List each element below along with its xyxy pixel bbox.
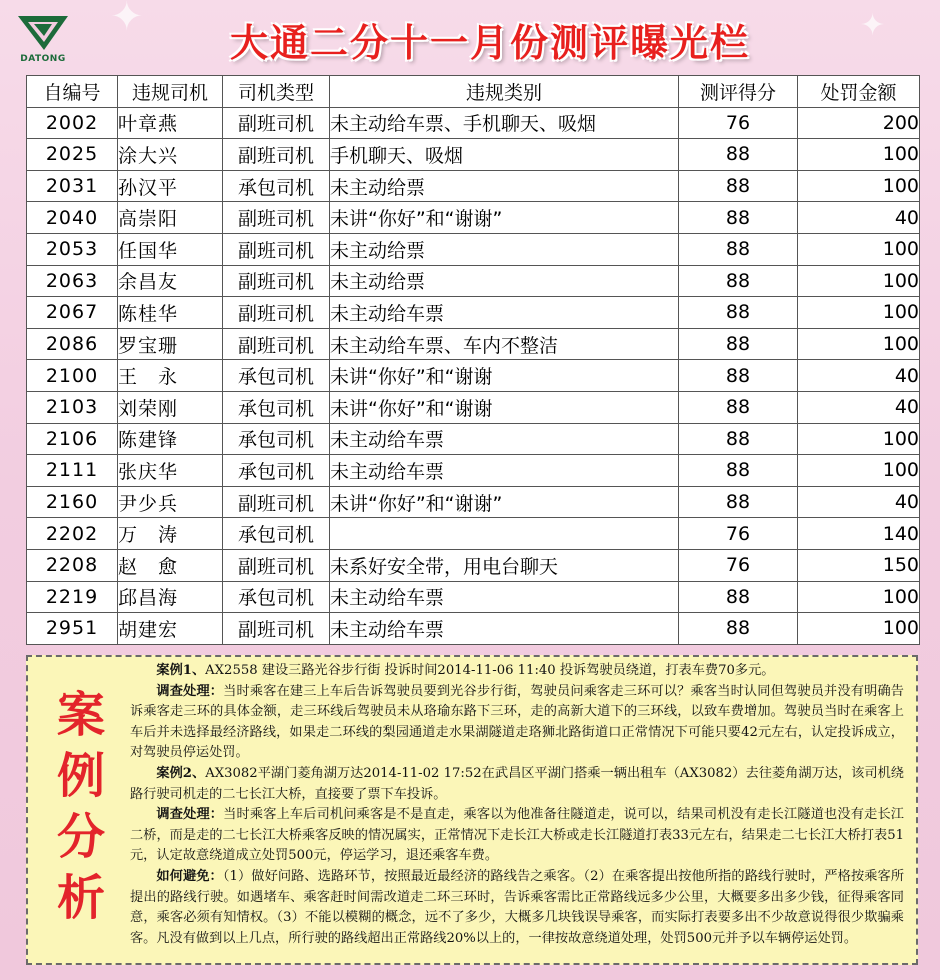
score-cell: 88 [679,391,798,423]
violation-category-cell: 未主动给票 [330,233,679,265]
fine-cell: 100 [798,170,920,202]
driver-name-cell: 罗宝珊 [118,328,223,360]
company-logo [14,10,72,68]
driver-name-cell: 邱昌海 [118,581,223,613]
fine-cell: 40 [798,486,920,518]
fine-cell: 40 [798,391,920,423]
case-paragraph-text: （1）做好问路、选路环节，按照最近最经济的路线告之乘客。（2）在乘客提出按他所指的路线行驶时，严格按乘客所提出的路线行驶。如遇堵车、乘客赶时间需改道走二环三环时，告诉乘客需比正常路线远多少公里，大概要多出多少钱，征得乘客同意，乘客必须有知情权。（3）不能以模糊的概念，远不了多少，大概多几块钱误导乘客，而实际打表要多出不少故意说得很少欺骗乘客。凡没有做到以上几点，所行驶的路线超出正常路线20%以上的，一律按故意绕道处理，处罚500元并予以车辆停运处罚。 [130,868,905,946]
driver-name-cell: 余昌友 [118,265,223,297]
fine-cell: 100 [798,139,920,171]
table-row [27,139,920,171]
violation-category-cell: 未主动给车票、车内不整洁 [330,328,679,360]
table-header-row [27,76,920,108]
driver-name-cell: 胡建宏 [118,613,223,645]
driver-id-cell: 2106 [27,423,118,455]
table-row [27,265,920,297]
fine-cell: 140 [798,518,920,550]
driver-id-cell: 2202 [27,518,118,550]
logo-text: DATONG [20,54,66,64]
violation-category-cell: 未主动给车票 [330,581,679,613]
column-header-driver: 违规司机 [118,76,223,108]
violation-table [26,75,920,645]
fine-cell: 40 [798,360,920,392]
case-paragraph [130,661,904,682]
driver-name-cell: 高崇阳 [118,202,223,234]
case-paragraph-text: 当时乘客上车后司机问乘客是不是直走，乘客以为他准备往隧道走，说可以，结果司机没有走长江隧道也没有走长江二桥，而是走的二七长江大桥乘客反映的情况属实，正常情况下走长江大桥或走长江隧道打表33元左右，结果走二七长江大桥打表51元，认定故意绕道成立处罚500元，停运学习，退还乘客车费。 [130,807,904,864]
score-cell: 88 [679,202,798,234]
star-decoration-icon: ✦ [110,0,144,40]
table-row [27,297,920,329]
score-cell: 88 [679,360,798,392]
driver-name-cell: 陈桂华 [118,297,223,329]
fine-cell: 100 [798,265,920,297]
score-cell: 88 [679,139,798,171]
score-cell: 88 [679,233,798,265]
driver-id-cell: 2067 [27,297,118,329]
driver-type-cell: 承包司机 [223,581,330,613]
page-title: 大通二分十一月份测评曝光栏 [229,21,750,65]
violation-category-cell: 未主动给车票 [330,423,679,455]
table-row [27,360,920,392]
violation-category-cell: 未主动给票 [330,170,679,202]
driver-type-cell: 副班司机 [223,107,330,139]
driver-type-cell: 副班司机 [223,139,330,171]
driver-type-cell: 承包司机 [223,455,330,487]
table-row [27,328,920,360]
case-paragraph-label: 案例1、 [156,663,206,678]
fine-cell: 100 [798,455,920,487]
star-decoration-icon: ✦ [860,8,886,43]
score-cell: 88 [679,486,798,518]
driver-name-cell: 万 涛 [118,518,223,550]
driver-id-cell: 2040 [27,202,118,234]
table-row [27,202,920,234]
table-row [27,391,920,423]
fine-cell: 100 [798,328,920,360]
score-cell: 76 [679,549,798,581]
violation-category-cell: 未主动给车票、手机聊天、吸烟 [330,107,679,139]
column-header-category: 违规类别 [330,76,679,108]
violation-category-cell: 手机聊天、吸烟 [330,139,679,171]
table-body [27,107,920,644]
column-header-id: 自编号 [27,76,118,108]
score-cell: 88 [679,170,798,202]
score-cell: 88 [679,328,798,360]
fine-cell: 100 [798,233,920,265]
violation-category-cell: 未讲“你好”和“谢谢 [330,360,679,392]
driver-name-cell: 陈建锋 [118,423,223,455]
driver-id-cell: 2031 [27,170,118,202]
driver-type-cell: 副班司机 [223,613,330,645]
score-cell: 88 [679,297,798,329]
score-cell: 76 [679,518,798,550]
driver-name-cell: 王 永 [118,360,223,392]
driver-id-cell: 2100 [27,360,118,392]
score-cell: 88 [679,265,798,297]
header [0,0,940,76]
table-row [27,549,920,581]
table-row [27,107,920,139]
table-row [27,613,920,645]
driver-id-cell: 2111 [27,455,118,487]
driver-name-cell: 孙汉平 [118,170,223,202]
fine-cell: 100 [798,613,920,645]
table-row [27,581,920,613]
driver-type-cell: 副班司机 [223,265,330,297]
table-row [27,455,920,487]
driver-name-cell: 涂大兴 [118,139,223,171]
score-cell: 88 [679,455,798,487]
driver-id-cell: 2219 [27,581,118,613]
score-cell: 88 [679,581,798,613]
column-header-score: 测评得分 [679,76,798,108]
violation-category-cell: 未讲“你好”和“谢谢” [330,202,679,234]
case-paragraph [130,867,904,949]
violation-category-cell: 未讲“你好”和“谢谢 [330,391,679,423]
case-paragraph [130,805,904,867]
driver-name-cell: 刘荣刚 [118,391,223,423]
driver-type-cell: 副班司机 [223,549,330,581]
driver-name-cell: 张庆华 [118,455,223,487]
driver-id-cell: 2063 [27,265,118,297]
fine-cell: 200 [798,107,920,139]
case-paragraph-text: AX3082平湖门菱角湖万达2014-11-02 17:52在武昌区平湖门搭乘一辆出租车（AX3082）去往菱角湖万达，该司机绕路行驶司机走的二七长江大桥，直接要了票下车投诉。 [130,765,904,802]
driver-type-cell: 副班司机 [223,486,330,518]
driver-type-cell: 副班司机 [223,233,330,265]
driver-id-cell: 2086 [27,328,118,360]
driver-type-cell: 承包司机 [223,360,330,392]
violation-category-cell: 未讲“你好”和“谢谢” [330,486,679,518]
driver-id-cell: 2002 [27,107,118,139]
violation-category-cell: 未主动给车票 [330,297,679,329]
case-paragraph-text: 当时乘客在建三上车后告诉驾驶员要到光谷步行街，驾驶员问乘客走三环可以？乘客当时认同但驾驶员并没有明确告诉乘客走三环的具体金额，走三环线后驾驶员未从珞瑜东路下三环，走的高新大道下的三环线，以致车费增加。驾驶员当时在乘客上车后并未选择最经济路线，如果走二环线的梨园通道走水果湖隧道走珞狮北路街道口正常情况下可能只要42元左右，认定投诉成立，对驾驶员停运处罚。 [130,683,904,761]
violation-category-cell: 未系好安全带，用电台聊天 [330,549,679,581]
column-header-fine: 处罚金额 [798,76,920,108]
score-cell: 88 [679,423,798,455]
case-paragraph-label: 如何避免： [156,868,223,884]
driver-id-cell: 2951 [27,613,118,645]
case-analysis-box [26,655,918,965]
column-header-type: 司机类型 [223,76,330,108]
fine-cell: 100 [798,581,920,613]
table-row [27,170,920,202]
driver-name-cell: 尹少兵 [118,486,223,518]
driver-id-cell: 2025 [27,139,118,171]
case-paragraph-label: 案例2、 [156,765,206,781]
driver-type-cell: 承包司机 [223,170,330,202]
score-cell: 76 [679,107,798,139]
driver-type-cell: 副班司机 [223,328,330,360]
score-cell: 88 [679,613,798,645]
datong-logo-icon [14,10,72,54]
case-paragraph [130,682,904,764]
case-paragraph [130,764,904,805]
driver-id-cell: 2103 [27,391,118,423]
table-row [27,423,920,455]
table-row [27,233,920,265]
driver-id-cell: 2053 [27,233,118,265]
fine-cell: 100 [798,297,920,329]
driver-type-cell: 承包司机 [223,423,330,455]
table-row [27,518,920,550]
driver-type-cell: 副班司机 [223,202,330,234]
case-analysis-text [130,661,904,949]
driver-type-cell: 承包司机 [223,518,330,550]
driver-type-cell: 承包司机 [223,391,330,423]
violation-category-cell: 未主动给车票 [330,455,679,487]
driver-id-cell: 2208 [27,549,118,581]
fine-cell: 150 [798,549,920,581]
fine-cell: 100 [798,423,920,455]
case-paragraph-label: 调查处理： [156,807,224,823]
violation-category-cell: 未主动给票 [330,265,679,297]
driver-name-cell: 叶章燕 [118,107,223,139]
violation-category-cell: 未主动给车票 [330,613,679,645]
driver-name-cell: 任国华 [118,233,223,265]
table-row [27,486,920,518]
violation-category-cell [330,518,679,550]
fine-cell: 40 [798,202,920,234]
case-analysis-title: 案例分析 [56,687,105,926]
driver-id-cell: 2160 [27,486,118,518]
driver-name-cell: 赵 愈 [118,549,223,581]
driver-type-cell: 副班司机 [223,297,330,329]
case-paragraph-text: AX2558 建设三路光谷步行街 投诉时间2014-11-06 11:40 投诉驾驶员绕道，打表车费70多元。 [205,663,775,678]
case-paragraph-label: 调查处理： [156,683,224,699]
